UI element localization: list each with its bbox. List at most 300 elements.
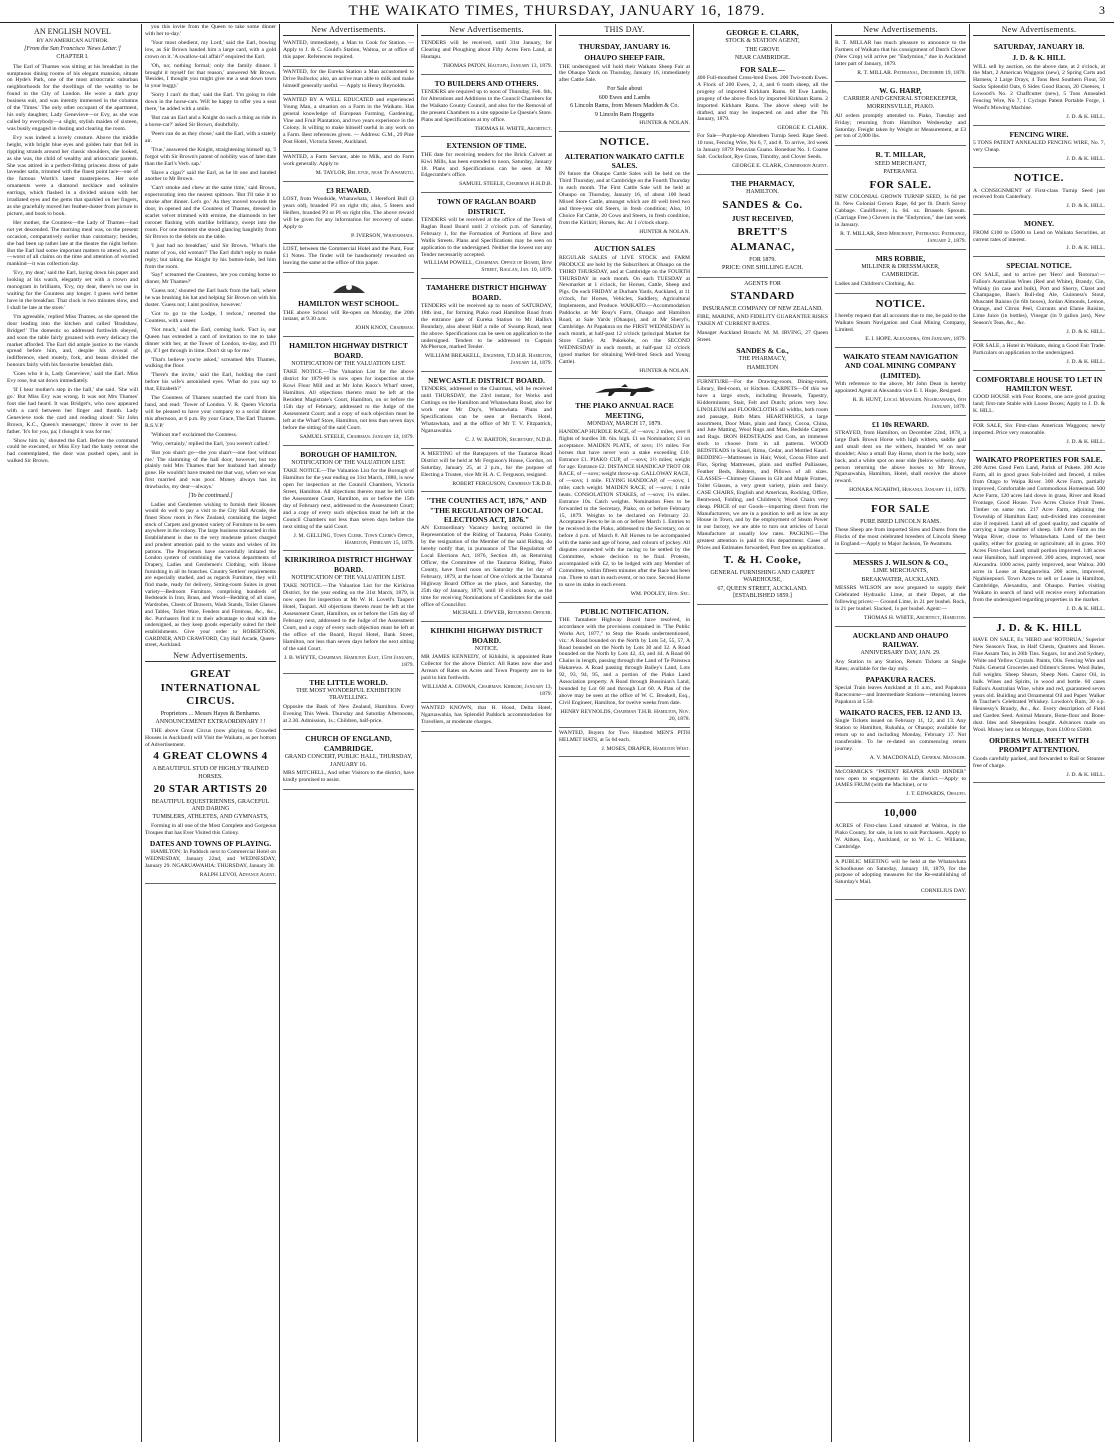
ad-title: NOTICE. xyxy=(599,135,650,148)
ad-signature: J. M. GELLING, Town Clerk. Town Clerk's Office, Hamilton, February 15, 1879. xyxy=(293,532,414,546)
ad-body: STRAYED, from Hamilton, on December 22nd, 1878, a large Dark Brown Horse with high withers, saddle gall and small dent on the withers, branded W on near shoulder; Also a small Bay Horse, short in the body, sore back, and a white spot on near side (below withers). Any person returning the above horses to Mr Brown, Ngaruawahia, Hamilton, Hotel, shall receive the above reward. xyxy=(835,429,966,485)
ad-subtitle: FOR 1879. xyxy=(749,256,776,263)
ad-signature: GEORGE E. CLARK, Commission Agent. xyxy=(732,162,828,169)
ad-body: MRS MITCHELL, And other Visitors to the district, have kindly promised to assist. xyxy=(283,769,414,783)
ad-signature: HUNTER & NOLAN. xyxy=(639,228,690,235)
ad-builders xyxy=(421,75,552,138)
ad-hamilton-highway xyxy=(283,337,414,445)
ad-clark xyxy=(697,24,828,175)
story-paragraph: 'Without me!' exclaimed the Countess. xyxy=(151,431,238,438)
ad-body: WANTED, immediately, a Man to Cook for Station. — Apply to J. & C. Gould's Station, Waitoa, or at office of this paper. References required. xyxy=(283,39,414,60)
ad-subtitle: MONDAY, MARCH 17, 1879. xyxy=(587,421,662,428)
ad-body: All orders promptly attended to. Piako, Tuesday and Friday; returning from Hamilton Wednesday and Saturday. Freight taken by Weight or Measurement, at £3 per ton of 2,000 lbs. xyxy=(835,112,966,140)
column-7 xyxy=(832,24,970,1442)
ad-title: HAMILTON WEST SCHOOL. xyxy=(298,299,399,309)
story-paragraph: 'Peers can do as they chose,' said the Earl, with a stately air. xyxy=(145,130,276,144)
masthead xyxy=(0,0,1114,23)
ad-body: 200 Acres Good Fern Land, Parish of Pukete. 200 Acre Farm, all in good grass Sub-ivided and fenced, 4 miles from Otago to Waipa River. 300 Acre Farm, partially improved, Comfortable and Commodious Homestead. 500 Acre Farm, 120 acres laid down in grass, River and Road Frontage, Good House. Two Acres Choice Fruit Trees. Timber on same run. 217 Acre Farm, adjoining the Township of Hamilton East; sub-divided into convenient size if required. Land all of good quality, and capable of carrying a large number of sheep. 140 Acre Farm on the Waipa River, close to Whatawhata. Land of the best quality, either for grazing or agriculture; all in grass. 910 Acres First-class Land; small portion improved. 148 acres near Hamilton, half improved. 200 acres, improved, near Alexandra. 1000 acres, partly improved, near Waitoa. 200 acres in Lease at Rangiaowhia. 200 acres, improved, Ngahinepouri. Town Acres to sell or Lease in Hamilton, Cambridge, Alexandra, and Ohaupo. Parties visiting Waikato in search of land will receive every information from the undersigned regarding properties in the market. xyxy=(973,465,1105,603)
ad-title: ALMANAC, xyxy=(730,241,795,254)
ad-signature: GEORGE E. CLARK. xyxy=(777,125,828,132)
story-paragraph: 'But can an Earl and a Knight do such a thing as ride in a horse-car?' asked Sir Brown, doubtfully. xyxy=(145,115,276,128)
sale-item: 6 Lincoln Rams, from Messrs Madden & Co. xyxy=(570,103,679,110)
ad-fencing-wire xyxy=(973,126,1105,168)
ad-signature: J. D. & K. HILL. xyxy=(1066,771,1105,778)
ad-body: Goods carefully packed, and forwarded to Rail or Steamer free of charge. xyxy=(973,755,1105,769)
ad-subtitle: AGENTS FOR xyxy=(744,280,781,287)
ad-body: TENDERS, addressed to the Chairman, will be received until THURSDAY, the 23rd instant, for Works and Cuttings on the Hamilton and Whatawhata Road, also for work near Mr Day's, Whatawhata. Plans and Specifications can be seen at Bernard's Hotel, Whatawhata, and at the office of Mr T. V. Fitzpatrick, Ngaruawahia. xyxy=(421,386,552,435)
ad-body: 5 TONS PATENT ANNEALED FENCING WIRE, No. 7, very Cheap. xyxy=(973,140,1105,154)
ad-signature: THOMAS H. WHITE, Architect, Hamilton. xyxy=(863,614,966,621)
ad-title: WAIKATO PROPERTIES FOR SALE. xyxy=(975,454,1103,464)
story-paragraph: The Earl of Thames was sitting at his breakfast in the sumptuous dining rooms of his elegant mansion, situate on Hyde's Park, one of the most aristocratic suburban neighborhoods for the dwellings of the wealthy to be found in the City of London. He wore a dark gray business suit, and was intently immersed in the columns of the 'Times.' The only other occupant of the apartment, his only daughter, Lady Genevieve—or Evy, as she was called by everybody—a slight, stylish maiden of sixteen, was busily engaged in dusting and clearing the room. xyxy=(7,63,138,132)
ad-title: KIRIKIRIROA DISTRICT HIGHWAY BOARD. xyxy=(284,555,413,574)
ad-title: J. D. & K. HILL xyxy=(1012,53,1066,63)
ad-wanted-cook xyxy=(283,38,414,67)
ad-title: MESSRS J. WILSON & CO., xyxy=(852,558,949,568)
ad-raglan xyxy=(421,193,552,279)
ad-subtitle: CAMBRIDGE. xyxy=(881,272,920,279)
ad-subtitle: For Sale about xyxy=(607,86,642,93)
racehorse-illustration xyxy=(575,384,675,398)
ad-wilson-lime xyxy=(835,554,966,627)
ad-subtitle: PURE BRED LINCOLN RAMS. xyxy=(860,518,941,525)
ad-subtitle: HAMILTON. xyxy=(746,189,779,196)
ad-signature: THOMAS PATON. Hautapu, January 13, 1879. xyxy=(442,62,552,69)
ad-title: HAMILTON HIGHWAY DISTRICT BOARD. xyxy=(289,341,408,360)
ad-signature: R. T. MILLAR. Pateranal, December 19, 1878. xyxy=(857,69,966,76)
ad-subtitle: THE PHARMACY, xyxy=(738,356,787,363)
ad-title: SPECIAL NOTICE. xyxy=(1006,261,1072,271)
ad-signature: MICHAEL J. DWYER, Returning Officer. xyxy=(452,610,552,617)
ad-body: McCORMICK'S "PATENT REAPER AND BINDER" now open to engagements in the district.—Apply to JAMES FRUM (with the Machine), or to xyxy=(835,768,966,789)
ad-subtitle: GENERAL FURNISHING AND CARPET WAREHOUSE, xyxy=(710,569,815,584)
ad-borough xyxy=(283,446,414,552)
story-paragraph: 'But you shan't go—the you shan't—one foot without me.' The slamming of the hall door, however, but too plainly told Mrs Thames that her husband had already gone. He wouldn't have treated me that way, when we was first married and was poor. Money always has its drawbacks, my dear—always.' xyxy=(145,449,276,491)
ad-signature: SAMUEL STEELE, Chairman H.H.D.B. xyxy=(459,181,552,188)
ad-signature: J. D. & K. HILL. xyxy=(1066,245,1105,252)
ad-signature: HUNTER & NOLAN. xyxy=(639,367,690,374)
ad-body: REGULAR SALES of LIVE STOCK and FARM PRODUCE are held by the Subscribers at Ohaupo on the THIRD THURSDAY, and at Cambridge on the FOURTH THURSDAY in each month. On each TUESDAY at Newmarket at 1 o'clock, for Horses, Cattle, Sheep and Pigs. On each FRIDAY at Durham Yards, Auckland, at 11 o'clock, for Horses, Vehicles, Saddlery, Agricultural Implements, and Produce. WAIKATO.—Accommodation Paddocks at Mr Reay's Farm, Ohaupo and Hamilton Road, at Sale Yards (Ohaupo), and at Mr Sheryl's, Cambridge. At Papakura on the FIRST WEDNESDAY in each month, at half-past 12 o'clock (principal Market for Store Cattle). At Pukekohe, on the SECOND WEDNESDAY in each month, at half-past 12 o'clock (good market for obtaining Well-bred Stock and Young Cattle). xyxy=(559,254,690,365)
ad-buyers xyxy=(559,728,690,758)
ad-title: THE PHARMACY, xyxy=(730,178,795,188)
ad-title: AUCKLAND AND OHAUPO RAILWAY. xyxy=(852,630,949,650)
ad-body: I hereby request that all accounts due to me, be paid to the Waikato Steam Navigation and Coal Mining Company, Limited. xyxy=(835,313,966,334)
ad-subtitle: NOTIFICATION OF THE VALUATION LIST. xyxy=(291,459,406,466)
ad-title: THE LITTLE WORLD. xyxy=(309,677,388,687)
story-paragraph: 'I'm agreeable,' replied Miss Thames, as she opened the door leading into the kitchen and called 'Bradshaw, Bridget!' The domestic so addressed forthwith obeyed, and soon the table fairly groaned with every delicacy the market afforded. The Earl did ample justice to the viands spread before him, and, despite his avowal of indifference, shed mutely, fork, and beans divided the honours fairly with his favourite breakfast dish. xyxy=(7,313,138,369)
ad-title: £1 10s REWARD. xyxy=(872,419,929,429)
ad-body: Ladies and Children's Clothing, &c. xyxy=(835,280,916,287)
ad-body: NEW COLONIAL GROWN TURNIP SEED, 1s 6d per lb. New Colonial Grown Rape, 6d per lb. Dutch Savoy Cabbage. Cauliflower, 1s. 6d. oz. Brussels Sprouts. (Carriage Free.) Clovers in the "Endymion," due last week in January. xyxy=(835,194,967,228)
ad-wanted-eureka xyxy=(283,67,414,96)
ad-signature: HENRY REYNOLDS, Chairman T.H.B. Hamilton, Nov. 20, 1878. xyxy=(560,708,690,722)
ad-title: T. & H. Cooke, xyxy=(723,554,802,567)
ad-robbie xyxy=(835,250,966,294)
ad-title: FOR SALE. xyxy=(869,178,932,191)
circus-studs: A BEAUTIFUL STUD OF HIGHLY TRAINED HORSES. xyxy=(152,766,269,780)
ad-subtitle: THE GROVE xyxy=(745,46,780,53)
ad-title: BRETT'S xyxy=(737,225,788,238)
ad-title: J. D. & K. HILL xyxy=(996,621,1082,634)
story-paragraph: 'Have a cigar?' said the Earl, as he lit one and handed another to Mr Brown. xyxy=(145,169,276,183)
ad-tautaroa-meeting xyxy=(421,449,552,493)
circus-dates: HAMILTON: In Paddock next to Commercial Hotel on WEDNESDAY, January 22nd, and WEDNESDAY, January 29. NGARUAWAHIA: THURSDAY, January 30. xyxy=(145,849,276,869)
column-8 xyxy=(970,24,1108,1442)
circus-equestriennes: BEAUTIFUL EQUESTRIENNES, GRACEFUL AND DARING xyxy=(151,798,270,813)
story-paragraph: 'Show him in,' shouted the Earl. Before the command could be executed, or Miss Evy had the hasty retreat she had contemplated, the door was pushed open, and in walked Sir Brown. xyxy=(7,437,138,465)
sandes-logo: SANDES & Co. xyxy=(722,198,803,211)
story-paragraph: 'Goes who it is, Lady Genevieve,' said the Earl. Miss Evy rose, but sat down immediately. xyxy=(7,371,138,385)
ad-signature: WILLIAM BREAKELL, Engineer, T.D.H.B. Hamilton, January 14, 1879. xyxy=(424,353,552,367)
ad-body: THE Tamahere Highway Board have resolved, in accordance with the provisions contained in "The Public Works Act, 1877," to Stop the Roads undermentioned, viz.: A Road bounded on the North by Lots 54, 55, 57, A Road bounded on the North by Lots 30 and 32. A Road bounded on the North by Lots 42, 43, and 44. A Road 60 Chains in length, passing through the Land of Te Pareawa Hakarewa. A Road passing through Bailey's Land, Lots 92, 93, 94, 95, and a portion of the Piako Land Association property. A Road through Bussinian's Land, bounded by Lot 68 and through Lot 60. A Plan of the above may be seen at the office of W. C. Breakell, Esq., Civil Engineer, Hamilton, for twelve weeks from date. xyxy=(559,616,690,706)
ad-body: R. T. MILLAR has much pleasure to announce to the Farmers of Waikato that his consignment of Dutch Clover (New Crop) will arrive per "Endymion," due in Auckland latter part of January, 1879. xyxy=(835,39,966,67)
ad-public-meeting xyxy=(835,857,966,901)
ad-subtitle: NEAR CAMBRIDGE. xyxy=(734,55,791,62)
ad-signature: THOMAS H. WHITE, Architect. xyxy=(474,125,552,132)
story-paragraph: 'If I hear mother's step in the hall,' she said. 'She will go.' But Miss Evy was wrong. It was not Mrs Thames' foot she had heard. It was Bridget's, who now appeared with a card between her finger and thumb. Lady Genevieve took the card and reading aloud: 'Sir John Brown, K.C., Queen's messenger,' threw it over to her father. 'It's for you, pa; I thought it was for me.' xyxy=(7,387,138,435)
ad-money xyxy=(973,215,1105,257)
to-be-continued: [To be continued.] xyxy=(188,493,233,500)
ad-title: 10,000 xyxy=(883,807,918,820)
ad-signature: WM. POOLEY, Hon. Sec. xyxy=(630,590,690,597)
ad-signature: CORNELIUS DAY. xyxy=(920,888,966,895)
ad-house-to-let xyxy=(973,371,1105,421)
ad-signature: J. D. & K. HILL. xyxy=(1066,113,1105,120)
ad-signature: HUNTER & NOLAN. xyxy=(639,120,690,127)
ad-body: FIRE, MARINE, AND FIDELITY GUARANTEE RISKS TAKEN AT CURRENT RATES. xyxy=(697,314,828,328)
ad-subtitle: THE MOST WONDERFUL EXHIBITION TRAVELLING. xyxy=(296,687,401,702)
ad-title: MONEY. xyxy=(1024,219,1054,229)
ad-signature: HONARA NGAHIWI, Hukanui. January 11, 1879. xyxy=(849,487,966,494)
ad-cooke xyxy=(697,377,828,605)
ad-signature: J. T. EDWARDS, Ohaupo. xyxy=(906,791,966,798)
ad-body: THE date for receiving tenders for the Brick Culvert at Kiwi Mills, has been extended to noon, Saturday, January 18. Plans and Specifications can be seen at Mr Edgecumbe's office. xyxy=(421,151,552,179)
story-paragraph: 'Why, certainly,' replied the Earl, 'you weren't called.' xyxy=(151,440,270,447)
crest-emblem xyxy=(329,277,369,297)
ad-body: HAVE ON SALE, Ex 'HERO and 'ROTORUA,' Superior New Season's Teas, in Half Chests, Quarters and Boxes. Fine Assam Tea, in 20lb Tins. Sugars, 1st and 2nd Sydney, White and Yellow Crystals. Paints, Oils. Fencing Wire and Nails. General Groceries and Oilmen's Stores. Wool Bales, full weights. Sheep Shears, Sheep Nets. Castor Oil, in bulk. Wines and Spirits, in wood and bottle. 60 cases Fallon's Australian Wine, white and red, guaranteed seven years old. Building and Ornamental Oil and Paper. Walker & Taucher's Celebrated Whiskey. Lowdon's Rum, 30 o.p. Hennessy's Brandy, &c., &c. Every description of Field and Garden Seed. Animal Manure, Bone-flour and Bone-dust. Ides and Sheepskins bought. Advances made on Wool. Money lent on Mortgage, from £100 to £5000. xyxy=(973,637,1105,734)
ad-body: THE undersigned will hold their Waikato Sheep Fair at the Ohaupo Yards on Thursday, January 16, immediately after Cattle Sale. xyxy=(559,63,690,84)
column-5 xyxy=(556,24,694,1442)
ad-body: GOOD HOUSE with Four Rooms, one acre good grazing land; first-rate Stable with Loose Boxes; Apply to J. D. & K. HILL. xyxy=(973,394,1105,415)
ad-body: With reference to the above, Mr John Dean is hereby appointed Agent at Alexandra vice E. I. Hope, Resigned. xyxy=(835,380,966,394)
warehouse-ad xyxy=(145,502,276,649)
ad-body: A CONSIGNMENT of First-class Turnip Seed just received from Canterbury. xyxy=(973,187,1105,201)
columns xyxy=(4,24,1110,1442)
story-paragraph: 'That's believe you're asked,' screamed Mrs Thames, walking the floor. xyxy=(145,356,276,370)
section-heading: New Advertisements. xyxy=(283,25,414,36)
circus-proprietors: Proprietors ... Messrs Hayes & Benhamo. xyxy=(160,710,261,717)
ad-subtitle: WAIKATO RACES, FEB. 12 AND 13. xyxy=(839,707,962,717)
ad-race-meeting xyxy=(559,379,690,602)
ad-body: WANTED KNOWN, that H. Hood, Delta Hotel, Ngaruawahia, has Splendid Paddock accommodation for Travellers, at moderate charges. xyxy=(421,704,552,725)
ad-signature: J. D. & K. HILL. xyxy=(1066,203,1105,210)
ad-hill-goods xyxy=(973,618,1105,784)
ad-subtitle: JUST RECEIVED, xyxy=(731,214,794,224)
ad-little-world xyxy=(283,674,414,731)
ad-title: "THE COUNTIES ACT, 1876," AND "THE REGULATION OF LOCAL ELECTIONS ACT, 1876." xyxy=(426,496,547,525)
ad-title: BOROUGH OF HAMILTON. xyxy=(300,449,397,459)
section-heading: THIS DAY. xyxy=(559,25,690,36)
ad-signature: WILLIAM A. COWAN, Chairman. Kihikihi, January 13, 1879. xyxy=(421,684,552,697)
ad-signature: J. MOSES, DRAPER, Hamilton West. xyxy=(601,745,690,752)
ad-church-concert xyxy=(283,730,414,789)
ad-subtitle: CARRIER AND GENERAL STOREKEEPER, xyxy=(843,95,958,102)
ad-special-notice xyxy=(973,257,1105,341)
story-paragraph: Evy was indeed a lovely creature. Above the middle height, with bright blue eyes and golden hair that fell in rippling strands around her classic shoulders, she looked, as she was, the child of wealthy and aristocratic parents. She was attired in a perfect-fitting princess dress of pale lavender satin, trimmed with the finest point lace—one of the famous Worth's latest masterpieces. Her sole ornaments were a diamond necklace and solitaire earrings, which flashed in a divided unison with her irradiated eyes and the gems that sparkled on her fingers, as she gracefully moved her feather-duster from picture to picture, and book to book. xyxy=(7,134,138,217)
ad-signature: C. J. W. BARTON, Secretary, N.D.B. xyxy=(465,436,552,443)
section-heading: New Advertisements. xyxy=(421,25,552,36)
ad-millar-seed xyxy=(835,146,966,249)
column-3 xyxy=(280,24,418,1442)
story-paragraph: 'Not much,' said the Earl, coming back. 'Fact is, our Queen has extended a card of invitation to me to take dinner with her, at the Tower of London, to-day, and I'll go, if I get through in time. Don't sit up for me.' xyxy=(145,326,276,354)
circus-signature: RALPH LEVOI, Advance Agent. xyxy=(199,871,276,878)
ad-subtitle: 67, QUEEN STREET, AUCKLAND. [ESTABLISHED 1859.] xyxy=(717,585,808,600)
ad-millar-clover xyxy=(835,38,966,82)
ad-body: TENDERS will be received up to noon of SATURDAY, 18th inst., for forming Piako road Hamilton Road from the entrance gate of Eureka Station to Mr Hallis's Boundary, also about Half a mile of Swamp Road, near the above. Specifications can be seen on application to the undersigned. Tenders to be addressed to Captain McPherson, marked Tender. xyxy=(421,302,552,351)
ad-hotel-sale xyxy=(973,341,1105,371)
ad-title: TAMAHERE DISTRICT HIGHWAY BOARD. xyxy=(426,283,547,302)
ad-reward xyxy=(283,182,414,245)
ad-title: WAIKATO STEAM NAVIGATION AND COAL MINING COMPANY (LIMITED). xyxy=(843,352,958,380)
ad-body: WANTED, for the Eureka Station a Man accustomed to Drive Bullocks; also, an active man able to milk and make himself generally useful. — Apply to Henry Reynolds. xyxy=(283,68,414,89)
story-paragraph: 'Sorry I can't do that,' said the Earl. 'I'm going to ride down in the horse-cars. Will be happy to offer you a seat there,' he added with a smile. xyxy=(145,92,276,113)
ad-body: HANDICAP HURDLE RACE, of —sovs; 2 miles, over 8 flights of hurdles 3ft. 6in. high. £1 on Nomination; £1 on acceptance. MAIDEN PLATE, of sovs; 1½ miles. For horses that have never won a stake exceeding £10. Entrance £1. PIAKO CUP, of —sovs; 1½ miles; weight for age. Entrance £2. DISTANCE HANDICAP TROT OR RACE, of —sovs; weight throw-up. GALLOWAY RACE, of —sovs; 1 mile. FLYING HANDICAP, of —sovs; 1 mile; catch weight. MAIDEN RACE, of —sovs; 1 mile heats. CONSOLATION STAKES, of —sovs; 1¼ miles. Entrance 10s. Catch weights. Nomination Fees to be forwarded to the Secretary, Piako, on or before February 15, 1879. Weights to be declared on February 22. Acceptance Fees to be in on or before March 1. Entries to be received in the Piako, addressed to the Secretary, on or before 4 p.m. of March 8. All Horses to be accompanied with the name and age of horse, and colours of jockey. All disputes connected with the racing to be settled by the Committee, whose decision to be final. Protests, accompanied with £2, to be lodged with any Member of Committee, within fifteen minutes after the Race has been run. Three to start in each event, or no race. Second Horse to save its stake in each event. xyxy=(559,429,690,588)
ad-subtitle: LIME MERCHANTS, xyxy=(873,568,928,575)
ad-title: OHAUPO SHEEP FAIR. xyxy=(584,53,665,63)
ad-signature: SAMUEL STEELE, Chairman. January 14, 1879. xyxy=(299,433,414,440)
ad-title: AUCTION SALES xyxy=(593,244,656,254)
ad-body: 400 Full-mouthed Cross-bred Ewes. 200 Two-tooth Ewes. A Flock of 200 Ewes, 2, 4, and 6 tooth sheep, all the progeny of imported Kirkham Rams. 60 Ewe Lambs, progeny of the above flock by imported Kirkham Rams. 2 Imported Kirkham Rams. The above sheep will be drafted, and may be inspected on and after the 7th January, 1879. xyxy=(697,74,828,123)
ad-subtitle: NOTICE. xyxy=(474,645,499,652)
circus-announcement: ANNOUNCEMENT EXTRAORDINARY ! ! xyxy=(155,719,266,726)
story-paragraph: you this invite from the Queen to take some dinner with her to-day.' xyxy=(145,24,276,37)
ad-signature: A. V. MACDONALD, General Manager. xyxy=(869,754,966,761)
ad-title: SATURDAY, JANUARY 18. xyxy=(993,41,1085,51)
ad-body: TENDERS are required up to noon of Thursday, Feb. 6th, for Alterations and Additions to the Council Chambers for the Waikato County Council, and also for the Removal of the present Chambers to a site opposite Le Quesne's Store. Plans and Specifications at my office. xyxy=(421,88,552,123)
ad-body: Opposite the Bank of New Zealand, Hamilton. Every Evening This Week. Thursday and Saturday Afternoons, at 2.30. Admission, 1s.; Children, half-price. xyxy=(283,703,414,724)
circus-stars: 20 STAR ARTISTS 20 xyxy=(153,782,268,795)
ad-title: THE PIAKO ANNUAL RACE MEETING, xyxy=(575,401,674,420)
ad-tamahere xyxy=(421,279,552,372)
ad-signature: WILLIAM POWELL, Chairman. Office of Board, Bow Street, Raglan, Jan. 10, 1879. xyxy=(423,260,552,274)
ad-subtitle: ORDERS WILL MEET WITH PROMPT ATTENTION. xyxy=(989,736,1089,755)
ad-subtitle: PAPAKURA RACES. xyxy=(865,674,936,684)
ad-signature: J. D. & K. HILL. xyxy=(1066,358,1105,365)
ad-wanted-situation xyxy=(283,95,414,151)
ad-signature: J. D. & K. HILL. xyxy=(1066,156,1105,163)
ad-newcastle xyxy=(421,372,552,449)
ad-kihikihi xyxy=(421,622,552,703)
ad-body: TENDERS will be received at the office of the Town of Raglan Road Board until 2 o'clock p.m. of Saturday, February 1, for the Formation of Portions of Bow and Wallis Streets. Plans and Specifications may be seen on application to the undersigned. Neither the lowest nor any Tender necessarily accepted. xyxy=(421,216,552,258)
ad-body: WANTED BY A WELL EDUCATED and experienced Young Man, a situation on a Farm in the Waikato. Has general knowledge of European Farming, Gardening, Vine and Fruit Plantation, and two years experience in the Colony. Is willing to make himself useful in any work on a Farm. Best references given. — Address: G.M., 29 Pine Post Hotel, Victoria Street, Auckland. xyxy=(283,97,414,145)
ad-harp xyxy=(835,82,966,147)
column-4 xyxy=(418,24,556,1442)
ad-title: KIHIKIHI HIGHWAY DISTRICT BOARD. xyxy=(430,626,543,645)
ad-title: PUBLIC NOTIFICATION. xyxy=(580,606,669,616)
ad-cattle-sales xyxy=(559,132,690,241)
ad-body: LOST, between the Commercial Hotel and the Punt, Four £1 Notes. The finder will be handsomely rewarded on leaving the same at the office of this paper. xyxy=(283,246,414,267)
ad-body: TENDERS will be received, until 31st January, for Clearing and Ploughing about Fifty Acres Fern Land, at Hautapu. xyxy=(421,39,552,60)
story-paragraph: 'Evy, my dear,' said the Earl, laying down his paper and looking at his watch, elegantly set with a crown and monogram in brilliants, 'Evy, my dear, there's no use in waiting for the Countess any longer. I guess we'd better have in the breakfast. That clock is two minutes slow, and I shall be late at the store.' xyxy=(7,270,138,311)
story-source: [From the San Francisco 'News Letter.'] xyxy=(24,45,121,52)
ad-title: £3 REWARD. xyxy=(326,185,371,195)
ad-title: FOR SALE xyxy=(871,503,930,516)
ad-counties-act xyxy=(421,492,552,622)
circus-ad xyxy=(145,664,276,884)
ad-body: ACRES of First-class Land situated at Waitoa, in the Piako County, for sale, in lots to suit Purchasers. Apply to W. Aitken, Esq., Auckland, or to W. L. C. Williams, Cambridge. xyxy=(835,822,966,850)
ad-notice-hope xyxy=(835,294,966,348)
ad-body: FOR SALE, a Hotel in Waikato, doing a Good Fair Trade. Particulars on application to the undersigned. xyxy=(973,342,1105,356)
story-byline: BY AN AMERICAN AUTHOR. xyxy=(36,37,109,44)
story-paragraph: 'Oh, no; nothing formal; only the family dinner. I brought it myself for that reason,' answered Mr Brown. 'Besides, I thought you might give me a seat down town in your buggy.' xyxy=(145,62,276,90)
sale-item: 600 Ewes and Lambs xyxy=(598,94,651,101)
ad-subtitle: STOCK & STATION AGENT, xyxy=(725,38,800,45)
ad-signature: JOHN KNOX, Chairman. xyxy=(355,325,414,332)
column-1 xyxy=(4,24,142,1442)
ad-subtitle: PRICE: ONE SHILLING EACH. xyxy=(722,265,803,272)
ad-body: Special Train leaves Auckland at 11 a.m., and Papakura Racecourse—and Intermediate Stations—returning leaves Papakura at 5.50. xyxy=(835,684,966,705)
ad-lost-notes xyxy=(283,244,414,273)
ad-signature: M. TAYLOR, Bel evue, near Te Awamutu. xyxy=(315,169,414,176)
ad-title: GEORGE E. CLARK, xyxy=(726,28,799,37)
ad-body: ON SALE, and to arrive per 'Hero' and 'Rotorua':— Fallon's Australian Wines (Red and White), Brandy, Gin, Whisky (in case and bulk), Port and Sherry, Claret and Champagne, Bass's Bull-dog Ale, Guinness's Stout, Muscatel Raisins (in 6lb boxes), Jordan Almonds, Lemon, Orange, and Citron Peel, Currants and Elame Raisins, Lime Juice (in bottles), Vinegar (in 9 gallon jars), New Season's Teas, &c., &c. xyxy=(973,271,1105,327)
story-paragraph: 'True,' answered the Knight, straightening himself up, 'I forgot with Sir Brown's patent of nobility was of later date than the Earl's Verb. sap.' xyxy=(145,146,276,167)
ad-body: FURNITURE—For the Drawing-room, Dining-room, Library, Bed-room, or Kitchen. CARPETS—Of this we have a large stock, including Brussels, Tapestry, Kidderminster, Stair, Felt and Dutch; prices very low. LINOLEUM and FLOORCLOTHS all widths, both room and passage, Bath Mats. HEARTHRUGS, a large assortment, Door Mats, plain and fancy, Cocoa, China, and Jute Matting, Wool Rugs and Mats, Bedside Carpets and Rugs. IRON BEDSTEADS and Cots, an immense stock to choose from in all patterns. WOOD BEDSTEADS in Kauri, Rimu, Cedar, and Mottled Kauri. BEDDING—Mattresses in Hair, Wool, Cocoa Fibre and Flax, Spring Mattresses, plain and stuffed Palliasses, Feather Beds, Bolsters, and Pillows of all sizes. GLASSES—Chimney Glasses in Gilt and Maple Frames, Toilet Glasses, a very great variety, plain and fancy. CASE CHAIRS, English and American, Rocking, Office, Bentwood, Folding, and Children's; Wood Chairs very cheap. PRICE of our Goods—importing direct from the Manufacturers, we are in a position to sell as low as any House in Town, and by the employment of Steam Power in our factory, we are able to turn out articles of Local Manufacture at usually low rates. PACKING—The greatest attention is paid to this department. Cases of Prices and Estimates forwarded, Post free on application. xyxy=(697,379,828,552)
ad-subtitle: FOR SALE— xyxy=(740,64,785,74)
sale-item: 9 Lincoln Ram Hoggetts xyxy=(594,111,655,118)
ad-title: MRS ROBBIE, xyxy=(875,253,926,263)
ad-signature: E. I. HOPE. Alexandra, 6th January, 1879. xyxy=(865,336,966,343)
ad-waggons xyxy=(973,421,1105,451)
ad-wanted-known xyxy=(421,703,552,732)
masthead-title: THE WAIKATO TIMES, THURSDAY, JANUARY 16, 1879. xyxy=(348,2,766,19)
ad-acres xyxy=(835,803,966,856)
ad-title: CHURCH OF ENGLAND, CAMBRIDGE. xyxy=(305,734,392,753)
section-heading: New Advertisements. xyxy=(835,25,966,36)
ad-body: FROM £100 to £5000 to Lend on Waikato Securities, at current rates of interest. xyxy=(973,229,1105,243)
ad-body: AN Extraordinary Vacancy having occurred in the Representation of the Riding of Tautaroa, Piako County, by the resignation of the Member of the said Riding, do hereby notify that, in pursuance of The Regulation of Local Elections Act, 1876, Section 46, as Returning Officer, the Committee of the Tautaroa Riding, Piako County, have fixed noon on Saturday the 1st day of February, 1879, at the hour of One o'clock at the Tautaroa Highway Board Office as the place, and Saturday, the 25th day of January, 1879, until 10 o'clock noon, as the time for receiving Nominations of Candidates for the said office of Councillor. xyxy=(421,525,552,608)
ad-title: R. T. MILLAR, xyxy=(875,150,926,160)
ad-subtitle: NOTIFICATION OF THE VALUATION LIST. xyxy=(291,575,406,582)
ad-body: IN future the Ohaupo Cattle Sales will be held on the Third Thursday, and at Cambridge on the Fourth Thursday in each month. The First Cattle Sale will be held at Ohaupo on Thursday, January 16, of about 100 head Mixed Store Cattle, amongst which are 40 well bred two and three-year old Steers, in fresh condition; Also, 10 Choice Fat Cattle, 20 Cows and Steers, in fresh condition, from the Kirikiri; Horses, &c. At 1 o'clock sharp. xyxy=(559,171,691,226)
ad-extension xyxy=(421,137,552,193)
ad-subtitle: PATERANGI. xyxy=(883,169,918,176)
story-paragraph: Her mother, the Countess—the Lady of Thames—had not yet descended. The morning meal was, on the present occasion, comparatively earlier than customary; besides, she had been up rather late at the theatre the night before. But the Earl had some important matters to attend to, and—worst of all claims on the time and attention of worried mankind—it was collection day. xyxy=(7,219,138,268)
ad-turnip-notice xyxy=(973,168,1105,215)
section-heading: New Advertisements. xyxy=(973,25,1105,36)
ad-signature: J. B. WHYTE, Chairman. Hamilton East, 15th January, 1879. xyxy=(283,654,414,668)
day-line: THURSDAY, JANUARY 16. xyxy=(578,41,671,51)
story-paragraph: 'Guess not,' shouted the Earl back from the hall, where he was brushing his hat and helping Sir Brown on with his duster. 'Guess not; I aint positive, however.' xyxy=(145,288,276,309)
story-paragraph: 'Can't smoke and chew at the same time,' said Brown, expectorating into the nearest spittoon. 'But I'll take it to smoke after dinner. Let's go.' As they moved towards the door, in opened and the Countess of Thames, dressed in scarlet velvet trimmed with ermine, the diamonds in her coronet flashing with starlike brilliancy, swept into the room. For one moment she stood glancing haughtily from Sir Brown to the debris on the table. xyxy=(145,185,276,240)
story-paragraph: The Countess of Thames snatched the card from his hand, and read: 'Tower of London. V. R. Queen Victoria will be pleased to have your company to a social dinner this afternoon, at 6 p.m. By your Grace, The Earl Thames. R.S.V.P.' xyxy=(145,395,276,429)
ad-subtitle: NOTIFICATION OF THE VALUATION LIST. xyxy=(291,360,406,367)
ad-body: A PUBLIC MEETING will be held at the Whatawhata Schoolhouse on Saturday, January 18, 1879, for the purpose of adopting measures for the Re-establishing of Saturday's Mail. xyxy=(835,858,966,886)
circus-body: THE above Great Circus (now playing to Crowded Houses in Auckland) will Visit the Waikato, as per bottom of Advertisement. xyxy=(145,727,276,748)
story-paragraph: 'I just had no breakfast,' said Sir Brown. 'What's the matter of you, old woman?' The Earl didn't reply to make reply; but taking the Knight by his button-hole, led him from the room. xyxy=(145,242,276,270)
circus-note: Forming in all one of the Most Complete and Gorgeous Troupes that has Ever Visited this Colony. xyxy=(145,822,276,836)
column-2 xyxy=(142,24,280,1442)
story-title: AN ENGLISH NOVEL xyxy=(34,27,111,36)
ad-title: STANDARD xyxy=(730,290,795,303)
ad-signature: P. IVERSON, Whatawhata. xyxy=(350,232,414,239)
ad-title: NOTICE. xyxy=(875,297,926,310)
ad-title: NOTICE. xyxy=(1014,171,1064,184)
ad-body: MESSRS WILSON are now prepared to supply their Celebrated Hydraulic Lime, at their Depot, at the following prices:— Ground Lime, in 21 per bushel. Rock, in 21 per bushel. Slacked, 1s per bushel. Agent:— xyxy=(835,585,966,612)
ad-title: TO BUILDERS AND OTHERS. xyxy=(434,78,539,88)
ad-signature: R. T. MILLAR, Seed Merchant, Paterangi. Paterangi, January 2, 1879. xyxy=(840,230,966,244)
ad-railway xyxy=(835,627,966,767)
page-number: 3 xyxy=(1099,3,1106,17)
section-heading: New Advertisements. xyxy=(145,651,276,662)
ad-auction-sales xyxy=(559,240,690,379)
column-6 xyxy=(694,24,832,1442)
circus-tumblers: TUMBLERS, ATHLETES, AND GYMNASTS, xyxy=(152,814,269,821)
ad-subtitle: ALTERATION WAIKATO CATTLE SALES. xyxy=(564,151,685,170)
ad-body: WANTED, a Farm Servant, able to Milk, and do Farm work generally. Apply to xyxy=(283,153,414,167)
ad-signature: J. D. & K. HILL. xyxy=(1066,329,1105,336)
circus-dates-heading: DATES AND TOWNS OF PLAYING. xyxy=(149,838,272,848)
ad-body: Any Station to any Station, Return Tickets at Single Rates; available for the day only. xyxy=(835,658,966,672)
ad-title: COMFORTABLE HOUSE TO LET IN HAMILTON WEST. xyxy=(975,374,1103,394)
ad-pharmacy xyxy=(697,175,828,278)
ad-kirikiriroa xyxy=(283,551,414,673)
ad-title: TOWN OF RAGLAN BOARD DISTRICT. xyxy=(437,197,536,216)
ad-lincoln-rams xyxy=(835,499,966,554)
story-paragraph: 'Got to go to the Lodge, I reckon,' retorted the Countess, with a sneer. xyxy=(145,311,276,324)
ad-body: These Sheep are from imported Sires and Dams from the Flocks of the most celebrated breeders of Lincoln Sheep in England.—Apply to Major Jackson, Te Awamutu. xyxy=(835,527,966,548)
story-chapter: CHAPTER I. xyxy=(56,54,89,61)
ad-steam-navigation xyxy=(835,348,966,416)
story-paragraph: 'Your most obedient, my Lord,' said the Earl, bowing low, as Sir Brown handed him a large card, with a gold crown on it. 'A swallow-tail affair?' enquired the Earl. xyxy=(145,39,276,60)
ad-body: Manager Auckland Branch: M. M. IRVING, 27 Queen Street. xyxy=(697,330,828,343)
ad-subtitle: GRAND CONCERT, PUBLIC HALL, THURSDAY, JANUARY 16. xyxy=(284,754,413,768)
ad-subtitle: BREAKWATER, AUCKLAND. xyxy=(861,576,940,583)
ad-tenders-hautapu xyxy=(421,38,552,75)
ad-body: FOR SALE, Six First-class American Waggons; newly imported. Price very reasonable. xyxy=(973,423,1105,437)
ad-signature: ROBERT FERGUSON, Chairman T.R.D.B. xyxy=(452,480,552,487)
ad-body: TAKE NOTICE.—The Valuation List for the Kirikiroa District, for the year ending on the 31st March, 1879, is now open for inspection at Mr W. H. Lovell's Tauperi Hotel, Taupari. All objections thereto must be left at the Assessment Court, Hamilton, on or before the 15th day of February next, addressed to the Judge of the Assessment Court, and a copy of every such objection must be left at the office of the Board, Royal Hotel, Bank Street, Hamilton, not less than seven days before the next sitting of the said Court. xyxy=(283,583,414,652)
story-paragraph: 'Say!' screamed the Countess, 'are you coming home to dinner, Mr Thames?' xyxy=(145,272,276,286)
ad-strayed-reward xyxy=(835,416,966,500)
ad-signature: J. D. & K. HILL. xyxy=(1066,438,1105,445)
ad-public-notification xyxy=(559,603,690,728)
ad-subtitle: ANNIVERSARY DAY, JAN. 29. xyxy=(860,650,941,657)
ad-body: TAKE NOTICE.—The Valuation List for the above district for 1879-80 is now open for inspection at the Kowi Flour Mill and at Mr John Knox's Wharf street, Hamilton. All objections thereto must be left at the Resident Magistrate's Court, Hamilton, on or before the 15th day of February, addressed to the Judge of the Assessment Court; and a copy of such objection must be left at the Wharf Store, Hamilton, not less than seven days before the sitting of the said Court. xyxy=(283,369,414,431)
ad-subtitle: INSURANCE COMPANY OF NEW ZEALAND. xyxy=(702,305,823,312)
ad-signature: R. B. HUNT, Local Manager. Ngaruawahia, 6th January, 1879. xyxy=(852,396,966,410)
ad-subtitle: HAMILTON xyxy=(746,364,779,371)
ad-title: EXTENSION OF TIME. xyxy=(446,141,527,151)
ad-body: MR JAMES KENNEDY, of Kihikihi, is appointed Rate Collector for the above District. All Rates now due and Arrears of Rates on Acres and Town Property are to be paid to him forthwith. xyxy=(421,654,552,682)
ad-hill-auction xyxy=(973,38,1105,126)
warehouse-ad-text: Ladies and Gentlemen wishing to furnish their Houses would do well to pay a visit to the City Hall Arcade, the finest Show room in New Zealand, containing the largest stock of Carpets and greatest variety of Furniture to be seen anywhere in the colony. The large business transacted in this Establishment is due to the very moderate prices charged and prudent attention paid to the wants and wishes of its patrons. The Proprietors have successfully imitated the London system of combining the various departments of Drapery, Ladies and Gentlemen's Clothing, with House furnishing in all its branches. Country Settlers' requirements are especially studied, and as regards Furniture, they will find made, ready for delivery, Sitting-room Suites in great variety—Bedroom Furniture, comprising hundreds of Bedsteads in Iron, Brass, and Wood—Bedding of all sizes, Wardrobes, Chests of Drawers, Wash Stands, Toilet Glasses and Tables, Toilet Ware, Fenders and Fireirons, &c., &c., &c. Purchasers find it to their advantage to deal with the undersigned, as they keep goods especially suited for their establishments. Give your order to ROBERTSON, GARDNER, AND CRAWFORD, City Hall Arcade, Queen-street, Auckland. xyxy=(145,501,276,649)
ad-subtitle: SEED MERCHANT, xyxy=(874,160,927,167)
ad-sheep-fair xyxy=(559,38,690,132)
ad-standard-insurance xyxy=(697,278,828,377)
ad-body: THE above School will Re-open on Monday, the 20th instant, at 9.30 a.m. xyxy=(283,309,414,323)
ad-title: NEWCASTLE DISTRICT BOARD. xyxy=(428,376,545,386)
ad-body: For Sale—Purple-top Aberdeen Turnip Seed. Rape Seed. 10 tons, Fencing Wire, No 6, 7, and 8. To arrive, 3rd week in January 1879: Peruvian Guano. Bonedust No. 1. Coarse Salt. Cocksfoot, Rye Grass, Timothy, and Clover Seeds. xyxy=(697,133,828,161)
ad-title: FENCING WIRE. xyxy=(1009,129,1069,139)
ad-mccormick xyxy=(835,767,966,804)
ad-signature: J. D. & K. HILL. xyxy=(1066,605,1105,612)
story-paragraph: 'There's the invite,' said the Earl, holding the card before his wife's astonished eyes. 'What do you say to that, Elizabeth?' xyxy=(145,372,276,393)
circus-title: GREAT INTERNATIONAL CIRCUS. xyxy=(160,667,261,708)
ad-body: A MEETING of the Ratepayers of the Tautaroa Road District will be held at Mr Ferguson's House, Gordon, on Saturday, January 25, at 2 p.m., for the purpose of Electing a Trustee, vice Mr H. A. C. Ferguson, resigned. xyxy=(421,450,552,478)
ad-body: Single Tickets issued on February 11, 12, and 13. Any Station to Hamilton, Rukuhia, or Ohaupo; available for return up to and including Monday, February 17. Not transferable. To be re-dated on commencing return journey. xyxy=(835,718,966,752)
ad-body: LOST, from Woodside, Whatawhata, 1 Hereford Bull (3 years old), branded P3 on right rib; also, 5 Steers and Heifers, branded P3 or PI on right ribs. The above reward will be given for any information for recovery of same. Apply to xyxy=(283,195,414,230)
